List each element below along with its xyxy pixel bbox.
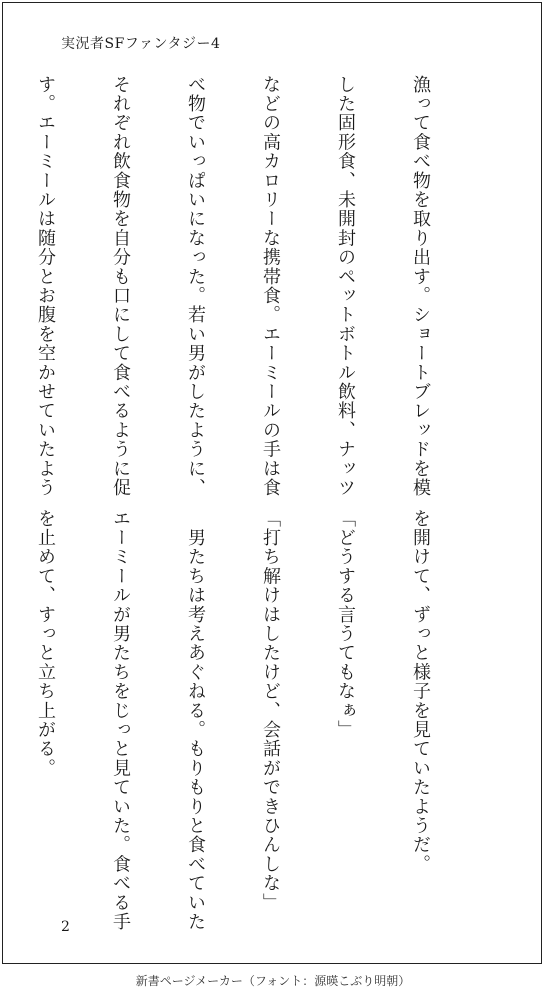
text-block-upper bbox=[0, 75, 483, 498]
text-line: それぞれ飲食物を自分も口にして食べるように促 bbox=[110, 75, 131, 498]
text-line: 漁って食べ物を取り出す。ショートブレッドを模 bbox=[410, 75, 431, 498]
running-head: 実況者SFファンタジー4 bbox=[61, 36, 221, 52]
footer-caption: 新書ページメーカー（フォント：源暎こぶり明朝） bbox=[135, 974, 411, 988]
text-line: を止めて、すっと立ち上がる。 bbox=[35, 509, 56, 778]
text-line: した固形食、未開封のペットボトル飲料、ナッツ bbox=[335, 75, 356, 498]
text-line: エーミールが男たちをじっと見ていた。食べる手 bbox=[110, 509, 131, 932]
page-frame bbox=[2, 2, 542, 964]
page-number: 2 bbox=[61, 919, 70, 935]
text-line: 「どうする言うてもなぁ」 bbox=[335, 509, 356, 740]
text-line: を開けて、ずっと様子を見ていたようだ。 bbox=[410, 509, 431, 874]
text-line: す。エーミールは随分とお腹を空かせていたよう bbox=[35, 75, 56, 498]
text-line: 「打ち解けはしたけど、会話ができひんしな」 bbox=[260, 509, 281, 913]
text-line: べ物でいっぱいになった。若い男がしたように、 bbox=[185, 75, 206, 498]
text-line: 男たちは考えあぐねる。もりもりと食べていた bbox=[185, 509, 206, 932]
text-block-lower bbox=[0, 509, 483, 932]
text-line: などの高カロリーな携帯食。エーミールの手は食 bbox=[260, 75, 281, 498]
